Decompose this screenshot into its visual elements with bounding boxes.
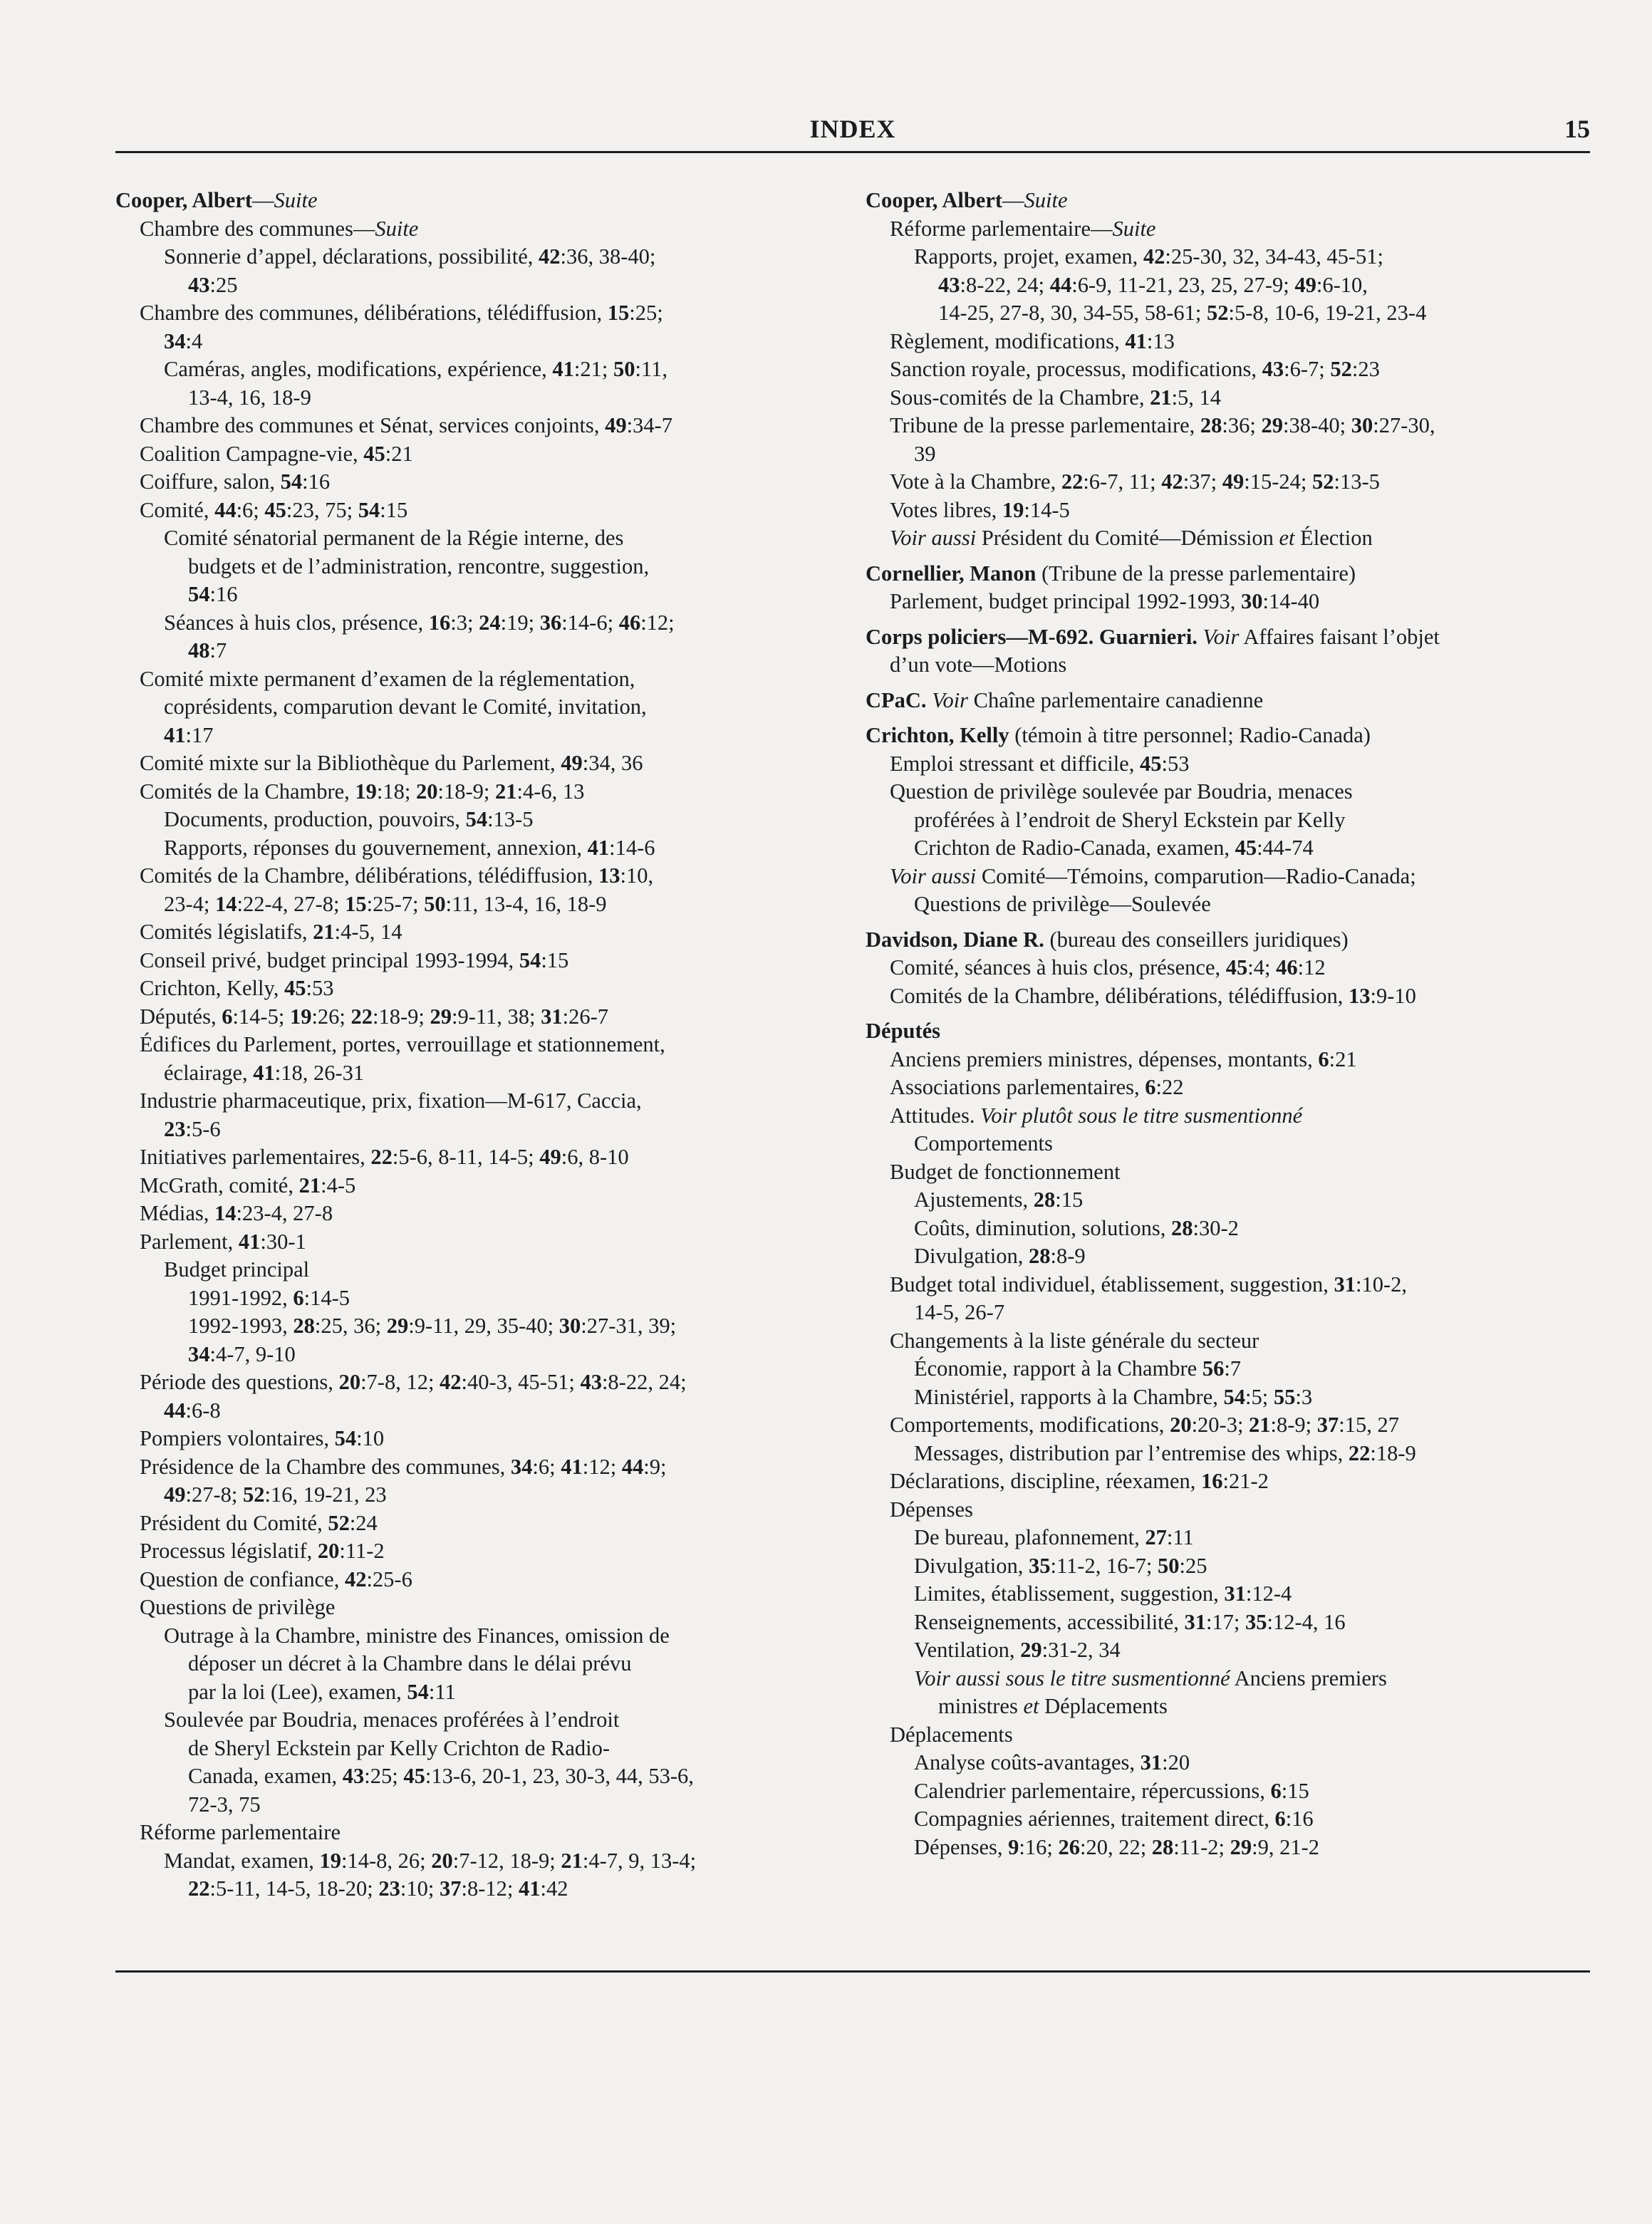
index-entry: Processus législatif, 20:11-2 — [140, 1539, 385, 1563]
index-entry: 43:25 — [188, 272, 238, 297]
index-heading: CPaC. Voir Chaîne parlementaire canadienne — [866, 687, 1264, 712]
index-entry: Comité mixte permanent d’examen de la réglementation, — [140, 666, 635, 691]
index-entry: Présidence de la Chambre des communes, 34:6; 41:12; 44:9; — [140, 1454, 667, 1479]
index-entry: Parlement, budget principal 1992-1993, 30:14-40 — [890, 589, 1320, 613]
index-entry: 34:4 — [164, 328, 203, 353]
index-heading: Crichton, Kelly (témoin à titre personnel; Radio-Canada) — [866, 723, 1371, 747]
index-entry: coprésidents, comparution devant le Comité, invitation, — [164, 695, 647, 719]
index-entry: Question de confiance, 42:25-6 — [140, 1566, 412, 1591]
index-entry: Outrage à la Chambre, ministre des Finances, omission de — [164, 1623, 670, 1648]
index-entry: Dépenses — [890, 1497, 973, 1522]
index-entry: 49:27-8; 52:16, 19-21, 23 — [164, 1482, 387, 1507]
index-entry: Caméras, angles, modifications, expérience, 41:21; 50:11, — [164, 357, 667, 381]
index-entry: Comportements — [914, 1131, 1053, 1155]
index-entry: 34:4-7, 9-10 — [188, 1341, 296, 1366]
index-entry: Mandat, examen, 19:14-8, 26; 20:7-12, 18-9; 21:4-7, 9, 13-4; — [164, 1848, 697, 1873]
index-heading: Cornellier, Manon (Tribune de la presse parlementaire) — [866, 561, 1356, 586]
index-entry: Chambre des communes et Sénat, services conjoints, 49:34-7 — [140, 413, 672, 437]
index-entry: Questions de privilège — [140, 1595, 336, 1619]
index-entry: Économie, rapport à la Chambre 56:7 — [914, 1356, 1242, 1381]
index-entry: Divulgation, 28:8-9 — [914, 1244, 1086, 1268]
index-entry: 43:8-22, 24; 44:6-9, 11-21, 23, 25, 27-9; 49:6-10, — [938, 272, 1368, 297]
index-entry: 41:17 — [164, 722, 214, 747]
index-entry: 72-3, 75 — [188, 1792, 261, 1817]
index-entry: Coalition Campagne-vie, 45:21 — [140, 441, 413, 466]
left-column — [115, 187, 856, 1903]
index-entry: Crichton, Kelly, 45:53 — [140, 976, 334, 1000]
index-entry: Président du Comité, 52:24 — [140, 1510, 378, 1535]
index-entry: 1992-1993, 28:25, 36; 29:9-11, 29, 35-40; 30:27-31, 39; — [188, 1314, 677, 1338]
index-entry: Règlement, modifications, 41:13 — [890, 328, 1175, 353]
index-entry: Pompiers volontaires, 54:10 — [140, 1426, 385, 1450]
index-entry: 1991-1992, 6:14-5 — [188, 1285, 350, 1310]
index-entry: Séances à huis clos, présence, 16:3; 24:19; 36:14-6; 46:12; — [164, 610, 675, 635]
index-entry: Ministériel, rapports à la Chambre, 54:5; 55:3 — [914, 1384, 1313, 1409]
index-entry: Dépenses, 9:16; 26:20, 22; 28:11-2; 29:9, 21-2 — [914, 1834, 1320, 1859]
index-entry: ministres et Déplacements — [938, 1694, 1168, 1718]
index-entry: Analyse coûts-avantages, 31:20 — [914, 1750, 1190, 1774]
index-entry: Coûts, diminution, solutions, 28:30-2 — [914, 1215, 1239, 1240]
index-entry: Budget principal — [164, 1257, 310, 1282]
index-entry: Coiffure, salon, 54:16 — [140, 469, 331, 494]
index-entry: Voir aussi sous le titre susmentionné Anciens premiers — [914, 1666, 1387, 1690]
index-entry: 54:16 — [188, 582, 238, 606]
index-entry: Emploi stressant et difficile, 45:53 — [890, 751, 1190, 776]
index-heading: Corps policiers—M-692. Guarnieri. Voir Affaires faisant l’objet — [866, 624, 1440, 649]
index-entry: Voir aussi Comité—Témoins, comparution—Radio-Canada; — [890, 863, 1416, 888]
index-entry: Canada, examen, 43:25; 45:13-6, 20-1, 23, 30-3, 44, 53-6, — [188, 1764, 694, 1788]
index-heading: Cooper, Albert—Suite — [115, 188, 318, 212]
page-number: 15 — [1564, 115, 1590, 143]
index-entry: Comportements, modifications, 20:20-3; 21:8-9; 37:15, 27 — [890, 1413, 1400, 1437]
index-entry: 14-25, 27-8, 30, 34-55, 58-61; 52:5-8, 10-6, 19-21, 23-4 — [938, 301, 1427, 325]
index-entry: Rapports, réponses du gouvernement, annexion, 41:14-6 — [164, 835, 655, 860]
index-entry: 23-4; 14:22-4, 27-8; 15:25-7; 50:11, 13-4, 16, 18-9 — [164, 891, 607, 916]
index-entry: Sous-comités de la Chambre, 21:5, 14 — [890, 385, 1222, 410]
index-entry: Comité sénatorial permanent de la Régie interne, des — [164, 526, 624, 550]
index-entry: Voir aussi Président du Comité—Démission et Élection — [890, 526, 1373, 550]
index-entry: éclairage, 41:18, 26-31 — [164, 1060, 365, 1085]
index-entry: Limites, établissement, suggestion, 31:12-4 — [914, 1581, 1292, 1606]
index-entry: McGrath, comité, 21:4-5 — [140, 1173, 356, 1197]
index-heading: Cooper, Albert—Suite — [866, 188, 1068, 212]
index-entry: Anciens premiers ministres, dépenses, montants, 6:21 — [890, 1046, 1357, 1071]
index-entry: 48:7 — [188, 638, 227, 662]
index-entry: Députés, 6:14-5; 19:26; 22:18-9; 29:9-11, 38; 31:26-7 — [140, 1004, 608, 1029]
index-entry: Ventilation, 29:31-2, 34 — [914, 1638, 1121, 1662]
index-entry: Rapports, projet, examen, 42:25-30, 32, 34-43, 45-51; — [914, 244, 1384, 269]
index-entry: par la loi (Lee), examen, 54:11 — [188, 1679, 456, 1704]
index-entry: 23:5-6 — [164, 1116, 221, 1141]
index-entry: 22:5-11, 14-5, 18-20; 23:10; 37:8-12; 41:42 — [188, 1876, 568, 1901]
page-title: INDEX — [809, 115, 896, 143]
header-rule — [115, 151, 1590, 153]
index-entry: Comités de la Chambre, délibérations, télédiffusion, 13:9-10 — [890, 983, 1416, 1008]
index-entry: Déclarations, discipline, réexamen, 16:21-2 — [890, 1469, 1269, 1493]
index-entry: Chambre des communes—Suite — [140, 216, 419, 241]
index-entry: Déplacements — [890, 1722, 1013, 1747]
index-entry: Comités de la Chambre, 19:18; 20:18-9; 21:4-6, 13 — [140, 779, 585, 804]
right-column — [866, 187, 1606, 1861]
footer-rule — [115, 1970, 1590, 1973]
index-entry: Initiatives parlementaires, 22:5-6, 8-11, 14-5; 49:6, 8-10 — [140, 1145, 629, 1169]
index-entry: Questions de privilège—Soulevée — [914, 892, 1211, 916]
index-entry: budgets et de l’administration, rencontre, suggestion, — [188, 554, 650, 578]
index-entry: Calendrier parlementaire, répercussions, 6:15 — [914, 1778, 1309, 1803]
index-heading: Députés — [866, 1019, 941, 1043]
index-entry: de Sheryl Eckstein par Kelly Crichton de Radio- — [188, 1735, 611, 1760]
index-entry: Divulgation, 35:11-2, 16-7; 50:25 — [914, 1553, 1207, 1578]
index-entry: Réforme parlementaire — [140, 1820, 341, 1844]
index-entry: De bureau, plafonnement, 27:11 — [914, 1525, 1194, 1549]
index-entry: Renseignements, accessibilité, 31:17; 35:12-4, 16 — [914, 1609, 1346, 1634]
index-entry: Attitudes. Voir plutôt sous le titre susmentionné — [890, 1103, 1303, 1128]
index-entry: Sonnerie d’appel, déclarations, possibilité, 42:36, 38-40; — [164, 244, 656, 269]
index-entry: Compagnies aériennes, traitement direct, 6:16 — [914, 1807, 1314, 1831]
index-entry: 13-4, 16, 18-9 — [188, 385, 311, 410]
index-entry: Documents, production, pouvoirs, 54:13-5 — [164, 807, 534, 831]
index-entry: 44:6-8 — [164, 1398, 221, 1423]
index-entry: Comité, séances à huis clos, présence, 45:4; 46:12 — [890, 955, 1326, 980]
index-entry: Industrie pharmaceutique, prix, fixation—M-617, Caccia, — [140, 1088, 642, 1113]
index-entry: proférées à l’endroit de Sheryl Eckstein par Kelly — [914, 807, 1346, 832]
index-entry: Changements à la liste générale du secteur — [890, 1328, 1259, 1353]
index-entry: Comité, 44:6; 45:23, 75; 54:15 — [140, 497, 408, 522]
index-entry: Médias, 14:23-4, 27-8 — [140, 1201, 333, 1225]
page-header — [115, 114, 1590, 157]
index-entry: Tribune de la presse parlementaire, 28:36; 29:38-40; 30:27-30, — [890, 413, 1435, 437]
index-entry: Vote à la Chambre, 22:6-7, 11; 42:37; 49:15-24; 52:13-5 — [890, 469, 1380, 494]
index-entry: Réforme parlementaire—Suite — [890, 216, 1156, 241]
index-entry: Comité mixte sur la Bibliothèque du Parlement, 49:34, 36 — [140, 751, 643, 775]
index-entry: Comités législatifs, 21:4-5, 14 — [140, 920, 402, 944]
index-entry: d’un vote—Motions — [890, 653, 1067, 677]
index-entry: Conseil privé, budget principal 1993-1994, 54:15 — [140, 947, 569, 972]
index-entry: Question de privilège soulevée par Boudria, menaces — [890, 779, 1353, 804]
index-entry: Associations parlementaires, 6:22 — [890, 1075, 1184, 1099]
index-entry: 39 — [914, 441, 936, 466]
index-entry: Chambre des communes, délibérations, télédiffusion, 15:25; — [140, 301, 663, 325]
index-entry: Crichton de Radio-Canada, examen, 45:44-74 — [914, 836, 1314, 860]
index-entry: Édifices du Parlement, portes, verrouillage et stationnement, — [140, 1032, 665, 1056]
index-entry: Sanction royale, processus, modifications, 43:6-7; 52:23 — [890, 357, 1380, 381]
index-entry: Période des questions, 20:7-8, 12; 42:40-3, 45-51; 43:8-22, 24; — [140, 1370, 687, 1394]
index-entry: Budget total individuel, établissement, suggestion, 31:10-2, — [890, 1272, 1407, 1297]
index-entry: Votes libres, 19:14-5 — [890, 497, 1070, 522]
index-entry: déposer un décret à la Chambre dans le délai prévu — [188, 1651, 632, 1675]
index-entry: Ajustements, 28:15 — [914, 1188, 1084, 1212]
index-entry: Parlement, 41:30-1 — [140, 1229, 306, 1254]
index-entry: Comités de la Chambre, délibérations, télédiffusion, 13:10, — [140, 863, 654, 888]
index-entry: 14-5, 26-7 — [914, 1300, 1005, 1324]
index-entry: Soulevée par Boudria, menaces proférées à l’endroit — [164, 1708, 620, 1732]
index-entry: Messages, distribution par l’entremise des whips, 22:18-9 — [914, 1440, 1416, 1465]
index-heading: Davidson, Diane R. (bureau des conseillers juridiques) — [866, 927, 1349, 952]
index-entry: Budget de fonctionnement — [890, 1159, 1121, 1184]
